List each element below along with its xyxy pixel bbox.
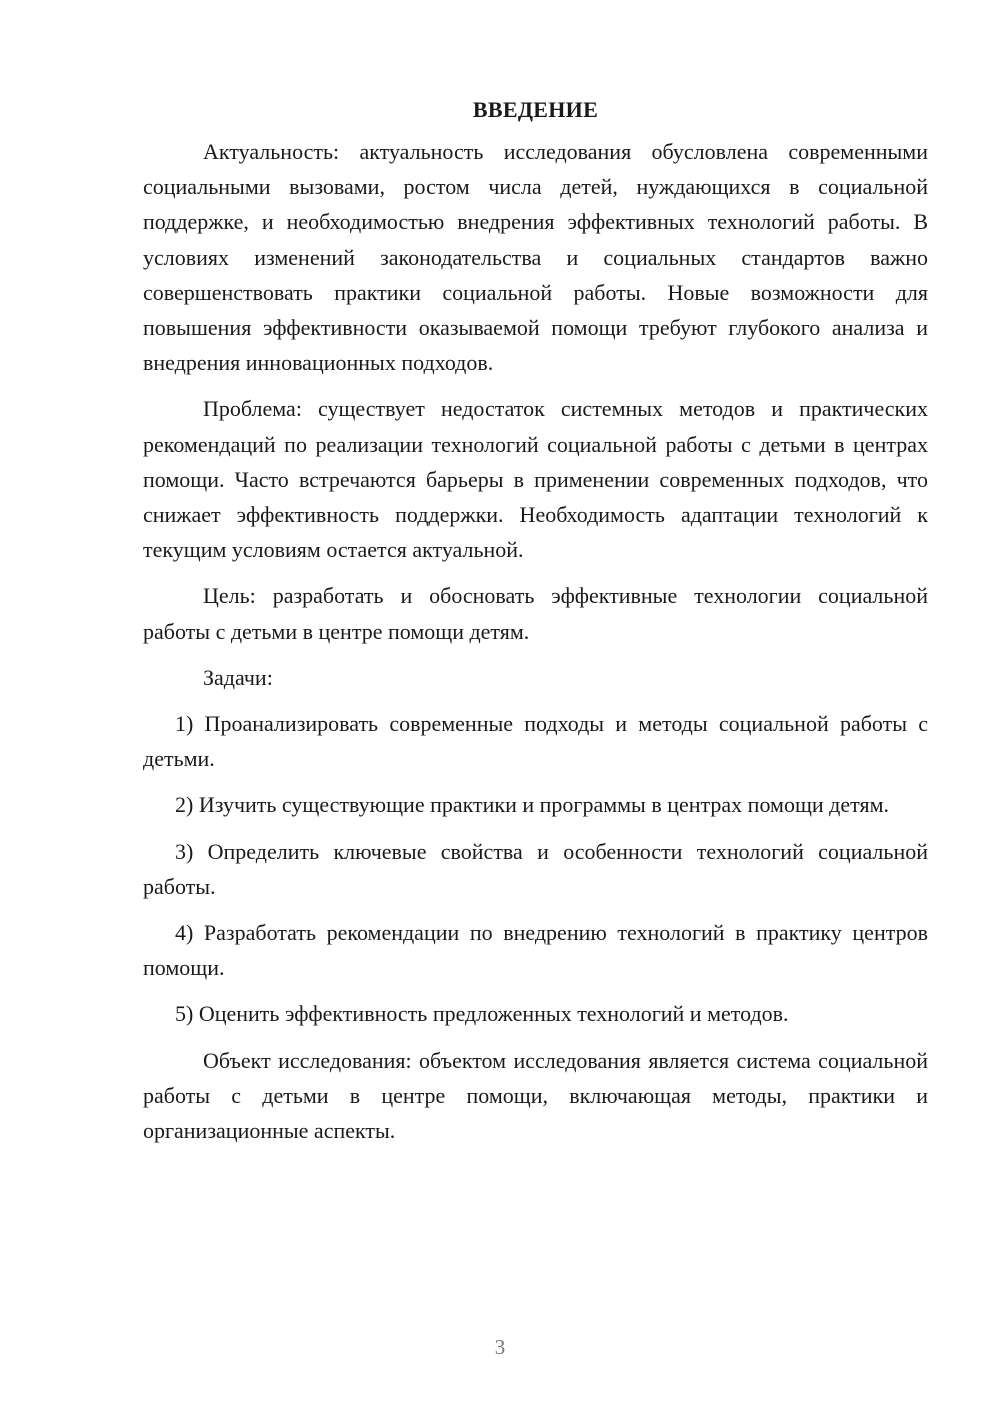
- task-item-1: 1) Проанализировать современные подходы и методы социальной работы с детьми.: [143, 711, 928, 772]
- goal-paragraph: Цель: разработать и обосновать эффективные технологии социальной работы с детьми в центре помощи детям.: [143, 583, 928, 644]
- task-item-2: 2) Изучить существующие практики и программы в центрах помощи детям.: [175, 792, 889, 818]
- task-item-5: 5) Оценить эффективность предложенных технологий и методов.: [175, 1001, 789, 1027]
- problem-paragraph: Проблема: существует недостаток системных методов и практических рекомендаций по реализации технологий социальной работы с детьми в центрах помощи. Часто встречаются барьеры в применении современных подходов, что снижает эффективность поддержки. Необходимость адаптации технологий к текущим условиям остается актуальной.: [143, 396, 928, 563]
- task-item-4: 4) Разработать рекомендации по внедрению технологий в практику центров помощи.: [143, 920, 928, 981]
- relevance-paragraph: Актуальность: актуальность исследования обусловлена современными социальными вызовами, ростом числа детей, нуждающихся в социальной поддержке, и необходимостью внедрения эффективных технологий работы. В условиях изменений законодательства и социальных стандартов важно совершенствовать практики социальной работы. Новые возможности для повышения эффективности оказываемой помощи требуют глубокого анализа и внедрения инновационных подходов.: [143, 139, 928, 376]
- tasks-heading: Задачи:: [203, 664, 273, 690]
- document-page: [143, 90, 928, 1148]
- object-paragraph: Объект исследования: объектом исследования является система социальной работы с детьми в центре помощи, включающая методы, практики и организационные аспекты.: [143, 1047, 928, 1144]
- task-item-3: 3) Определить ключевые свойства и особенности технологий социальной работы.: [143, 838, 928, 899]
- section-title: ВВЕДЕНИЕ: [472, 97, 599, 122]
- page-number: 3: [494, 1335, 506, 1359]
